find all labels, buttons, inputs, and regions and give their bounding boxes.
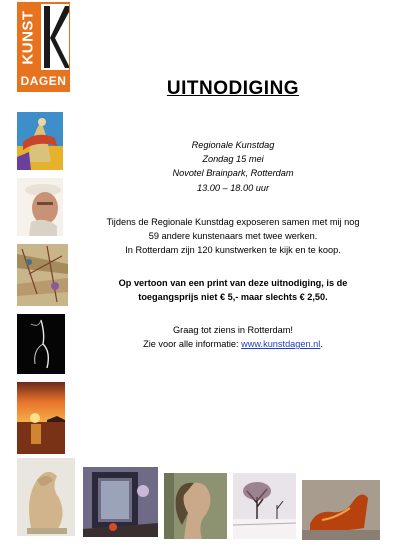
artwork-man-with-hat [17, 178, 63, 236]
intro-line-3: In Rotterdam zijn 120 kunstwerken te kijk en te koop. [125, 245, 341, 256]
intro-line-2: 59 andere kunstenaars met twee werken. [148, 231, 318, 242]
kunstdagen-website-link[interactable]: www.kunstdagen.nl [241, 339, 321, 350]
offer-line-1: Op vertoon van een print van deze uitnodiging, is de [118, 278, 348, 288]
logo-word-dagen: DAGEN [20, 74, 67, 88]
artwork-amber-glass-shoe [302, 480, 380, 540]
logo-k-letter [41, 4, 69, 70]
artwork-dark-figure [17, 314, 65, 374]
closing-info-line [88, 337, 378, 351]
info-suffix: . [320, 339, 323, 350]
kunstdagen-logo [17, 2, 70, 92]
logo-side-text [19, 6, 37, 68]
artwork-abstract-textured [17, 244, 68, 306]
offer-paragraph [88, 276, 378, 304]
event-name: Regionale Kunstdag [191, 140, 275, 150]
artwork-sunset-sea [17, 382, 65, 454]
event-time: 13.00 – 18.00 uur [196, 182, 270, 193]
artwork-woman-profile [164, 473, 227, 539]
logo-word-kunst: KUNST [19, 9, 37, 65]
artwork-stone-sculpture [17, 458, 75, 536]
event-location: Novotel Brainpark, Rotterdam [172, 168, 294, 179]
intro-line-1: Tijdens de Regionale Kunstdag exposeren samen met mij nog [106, 217, 360, 227]
info-prefix: Zie voor alle informatie: [143, 339, 242, 350]
page-title: UITNODIGING [166, 78, 300, 99]
artwork-dark-frame [83, 467, 158, 537]
closing-paragraph [88, 323, 378, 351]
intro-paragraph [88, 215, 378, 258]
offer-line-2: toegangsprijs niet € 5,- maar slechts € 2,50. [138, 292, 328, 303]
closing-greeting: Graag tot ziens in Rotterdam! [172, 325, 293, 335]
artwork-colorful-figures [17, 112, 63, 170]
artwork-winter-trees [233, 473, 296, 539]
event-date: Zondag 15 mei [202, 154, 264, 165]
event-info [88, 138, 378, 195]
